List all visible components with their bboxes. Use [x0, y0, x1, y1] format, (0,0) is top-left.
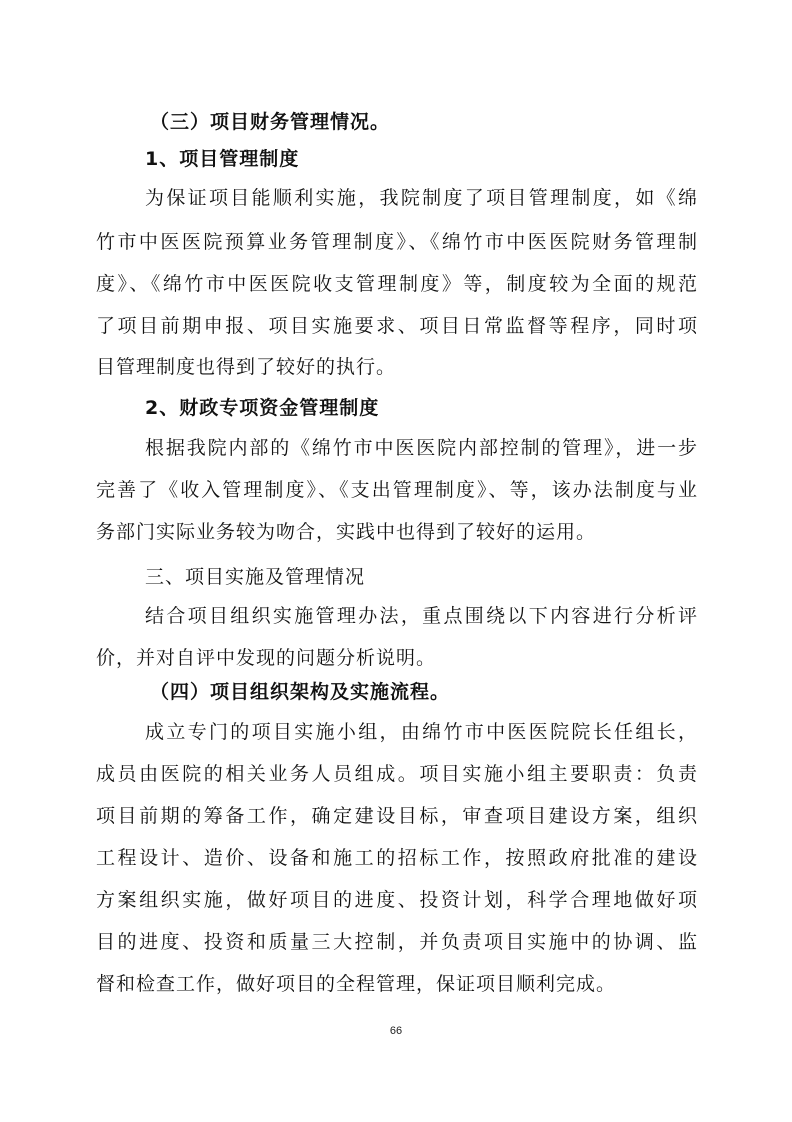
heading-organization-structure: （四）项目组织架构及实施流程。 [150, 681, 451, 703]
paragraph-line: 了项目前期申报、项目实施要求、项目日常监督等程序，同时项 [96, 315, 698, 337]
subheading-special-funds-management: 2、财政专项资金管理制度 [145, 397, 380, 419]
paragraph-line: 工程设计、造价、设备和施工的招标工作，按照政府批准的建设 [96, 847, 698, 869]
paragraph-line: 价，并对自评中发现的问题分析说明。 [96, 647, 437, 669]
paragraph-line: 竹市中医医院预算业务管理制度》、《绵竹市中医医院财务管理制 [96, 231, 698, 253]
paragraph-line: 根据我院内部的《绵竹市中医医院内部控制的管理》，进一步 [145, 437, 698, 459]
paragraph-line: 完善了《收入管理制度》、《支出管理制度》、等，该办法制度与业 [96, 479, 698, 501]
section-heading-implementation: 三、项目实施及管理情况 [145, 566, 366, 588]
paragraph-line: 成立专门的项目实施小组，由绵竹市中医医院院长任组长， [145, 721, 698, 743]
paragraph-line: 目管理制度也得到了较好的执行。 [96, 356, 397, 378]
subheading-project-management-system: 1、项目管理制度 [145, 148, 300, 170]
heading-financial-management: （三）项目财务管理情况。 [150, 111, 391, 133]
paragraph-line: 度》、《绵竹市中医医院收支管理制度》等，制度较为全面的规范 [96, 273, 698, 295]
paragraph-line: 方案组织实施，做好项目的进度、投资计划，科学合理地做好项 [96, 889, 698, 911]
page-number: 66 [389, 1025, 403, 1037]
paragraph-line: 目的进度、投资和质量三大控制，并负责项目实施中的协调、监 [96, 931, 698, 953]
paragraph-line: 督和检查工作，做好项目的全程管理，保证项目顺利完成。 [96, 973, 617, 995]
paragraph-line: 务部门实际业务较为吻合，实践中也得到了较好的运用。 [96, 521, 597, 543]
paragraph-line: 结合项目组织实施管理办法，重点围绕以下内容进行分析评 [145, 605, 698, 627]
paragraph-line: 项目前期的筹备工作，确定建设目标，审查项目建设方案，组织 [96, 805, 698, 827]
paragraph-line: 成员由医院的相关业务人员组成。项目实施小组主要职责：负责 [96, 763, 698, 785]
paragraph-line: 为保证项目能顺利实施，我院制度了项目管理制度，如《绵 [145, 187, 698, 209]
